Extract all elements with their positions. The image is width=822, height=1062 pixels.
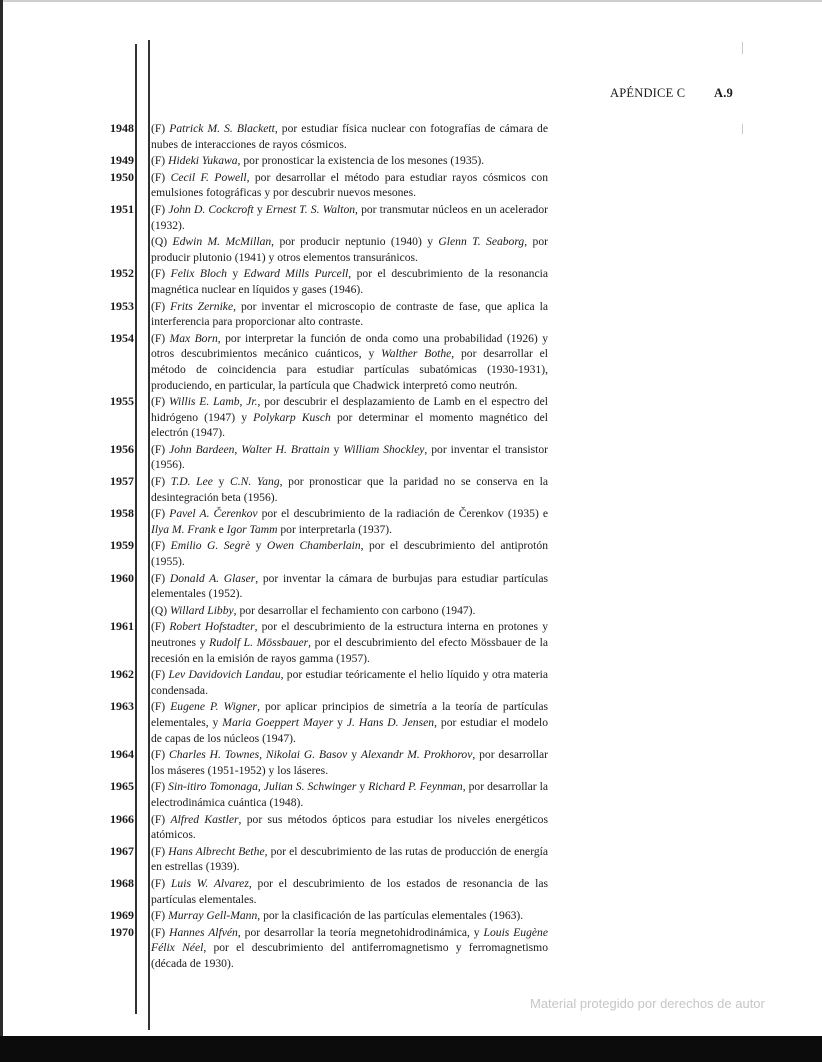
entry-description	[151, 876, 548, 907]
laureate-name: J. Hans D. Jensen	[346, 715, 435, 729]
entry-text-segment: , por pronosticar que la paridad no se conserva en la desintegración beta (1956).	[151, 475, 548, 504]
laureate-name: T.D. Lee	[170, 475, 213, 489]
entry-text-segment: , por el descubrimiento del antiprotón (1955).	[151, 539, 549, 569]
entry-text-segment: , por el descubrimiento de la estructura interna en protones y neutrones y	[151, 620, 548, 649]
entry-description	[151, 779, 548, 810]
list-item	[0, 925, 822, 972]
entry-text-segment: , por desarrollar la electrodinámica cuántica (1948).	[151, 780, 548, 809]
entry-text-segment: , por desarrollar el método para estudiar rayos cósmicos con emulsiones fotográficas y por descubrir nuevos mesones.	[151, 170, 548, 200]
list-item	[0, 779, 822, 810]
list-item	[0, 506, 822, 537]
entry-text-segment: por interpretarla (1937).	[277, 522, 393, 536]
entry-text-segment: (Q)	[151, 603, 170, 617]
entry-text-segment: (F)	[151, 844, 169, 858]
entry-description	[151, 844, 548, 875]
entry-year: 1951	[110, 201, 134, 216]
entry-text-segment: , por transmutar núcleos en un acelerador (1932).	[151, 202, 549, 232]
entry-text-segment: y	[226, 267, 244, 281]
laureate-name: Owen Chamberlain	[266, 539, 361, 553]
entry-text-segment: (F)	[151, 442, 170, 456]
list-item	[0, 747, 822, 778]
entry-text-segment: por el descubrimiento de la radiación de Čerenkov (1935) e	[257, 507, 549, 521]
entry-description	[151, 442, 548, 473]
entry-text-segment: (F)	[151, 267, 171, 281]
entry-year: 1950	[110, 169, 134, 184]
entry-description	[151, 153, 548, 169]
entry-year: 1955	[110, 394, 134, 409]
entry-year: 1965	[110, 779, 134, 794]
entry-text-segment: y	[212, 475, 230, 489]
entry-text-segment: (F)	[151, 571, 170, 585]
entry-text-segment: (F)	[151, 475, 171, 489]
entry-text-segment: , por producir neptunio (1940) y	[271, 235, 439, 249]
entry-text-segment: y	[347, 748, 361, 762]
list-item	[0, 170, 822, 201]
list-item	[0, 121, 822, 152]
entry-text-segment: (F)	[151, 812, 171, 826]
entry-year: 1959	[110, 538, 134, 553]
laureate-name: Richard P. Feynman	[368, 780, 463, 794]
entry-text-segment: , por el descubrimiento de las rutas de producción de energía en estrellas (1939).	[151, 844, 549, 874]
entry-description	[151, 506, 548, 537]
laureate-name: Edwin M. McMillan	[172, 235, 272, 249]
laureate-name: Glenn T. Seaborg	[438, 235, 525, 249]
entry-text-segment: , por pronosticar la existencia de los mesones (1935).	[237, 154, 485, 168]
entry-text-segment: (F)	[151, 507, 170, 521]
entry-text-segment: (F)	[151, 299, 171, 313]
entry-text-segment: por determinar el momento magnético del electrón (1947).	[151, 410, 548, 440]
list-item	[0, 442, 822, 473]
entry-text-segment: , por inventar la cámara de burbujas para estudiar partículas elementales (1952).	[151, 571, 548, 601]
entry-year: 1948	[110, 121, 134, 135]
laureate-name: Cecil F. Powell	[170, 170, 247, 184]
entry-description	[151, 331, 548, 393]
laureate-name: Max Born	[169, 331, 218, 345]
laureate-name: William Shockley	[343, 442, 425, 456]
entry-description	[151, 234, 548, 265]
list-item	[0, 202, 822, 233]
entry-description	[151, 603, 548, 619]
laureate-name: C.N. Yang	[229, 475, 280, 489]
entry-text-segment: (F)	[151, 909, 169, 923]
list-item	[0, 876, 822, 907]
list-item	[0, 331, 822, 393]
entry-text-segment: (Q)	[151, 235, 173, 249]
running-header-title: APÉNDICE C	[610, 86, 686, 100]
entry-text-segment: , por desarrollar el fechamiento con carbono (1947).	[233, 603, 476, 617]
entry-text-segment: (F)	[151, 154, 169, 168]
list-item	[0, 153, 822, 169]
entry-text-segment: , por sus métodos ópticos para estudiar los niveles energéticos atómicos.	[151, 812, 548, 842]
entry-description	[151, 474, 548, 505]
entry-text-segment: , por la clasificación de las partículas elementales (1963).	[257, 909, 524, 923]
entry-text-segment: (F)	[151, 170, 171, 184]
entry-year: 1953	[110, 298, 134, 313]
entry-text-segment: (F)	[151, 202, 169, 216]
entry-description	[151, 266, 548, 297]
entry-description	[151, 121, 548, 152]
entry-text-segment: (F)	[151, 925, 170, 939]
laureate-name: Eugene P. Wigner	[170, 700, 258, 714]
list-item	[0, 299, 822, 330]
entry-description	[151, 812, 548, 843]
entry-text-segment: , por desarrollar la teoría megnetohidrodinámica, y	[237, 925, 484, 939]
list-item	[0, 571, 822, 602]
entry-text-segment: y	[253, 202, 266, 216]
entry-text-segment: , por el descubrimiento del efecto Mössbauer de la recesión en la emisión de rayos gamma (1957).	[151, 636, 548, 665]
laureate-name: Sin-itiro Tomonaga, Julian S. Schwinger	[168, 780, 357, 794]
entry-year: 1949	[110, 153, 134, 168]
entry-year: 1956	[110, 441, 134, 456]
top-border	[0, 0, 822, 2]
laureate-name: Walther Bothe	[381, 347, 452, 361]
entry-year: 1957	[110, 474, 134, 489]
entry-text-segment: , por estudiar el modelo de capas de los núcleos (1947).	[151, 715, 549, 745]
laureate-name: Frits Zernike	[170, 299, 234, 313]
entry-year: 1961	[110, 619, 134, 634]
laureate-name: Charles H. Townes, Nikolai G. Basov	[169, 748, 348, 762]
entry-year: 1970	[110, 924, 134, 939]
entry-text-segment: , por desarrollar el método de coincidencia para estudiar partículas subatómicas (1930-1931), produciendo, en particular, la partícula que Chadwick interpretó como neutrón.	[151, 347, 549, 392]
entry-description	[151, 538, 548, 569]
page-number: A.9	[714, 86, 734, 100]
list-item	[0, 474, 822, 505]
entry-text-segment: (F)	[151, 331, 170, 345]
entry-year: 1969	[110, 908, 134, 923]
entry-text-segment: (F)	[151, 876, 171, 890]
entry-description	[151, 170, 548, 201]
entry-year: 1964	[110, 747, 134, 762]
entry-description	[151, 908, 548, 924]
entry-text-segment: (F)	[151, 539, 171, 553]
list-item	[0, 844, 822, 875]
laureate-name: Alfred Kastler	[170, 812, 239, 826]
nobel-laureates-list	[0, 121, 822, 972]
list-item	[0, 394, 822, 441]
entry-year: 1960	[110, 570, 134, 585]
laureate-name: Hans Albrecht Bethe	[168, 844, 265, 858]
entry-text-segment: (F)	[151, 748, 170, 762]
list-item	[0, 619, 822, 666]
entry-text-segment: e	[215, 522, 227, 536]
list-item	[0, 266, 822, 297]
entry-text-segment: y	[333, 715, 347, 729]
laureate-name: Pavel A. Čerenkov	[169, 507, 258, 521]
entry-text-segment: (F)	[151, 700, 171, 714]
entry-text-segment: , por interpretar la función de onda como una probabilidad (1926) y otros descubrimientos mecánico cuánticos, y	[151, 331, 549, 361]
entry-text-segment: (F)	[151, 668, 169, 682]
laureate-name: Emilio G. Segrè	[170, 539, 251, 553]
entry-description	[151, 202, 548, 233]
entry-text-segment: (F)	[151, 395, 170, 409]
entry-description	[151, 571, 548, 602]
laureate-name: Polykarp Kusch	[253, 410, 331, 424]
laureate-name: Louis Eugène Félix Néel	[151, 925, 548, 955]
laureate-name: John D. Cockcroft	[168, 202, 254, 216]
laureate-name: Maria Goeppert Mayer	[222, 715, 334, 729]
laureate-name: Donald A. Glaser	[169, 571, 256, 585]
faint-mark	[742, 42, 743, 54]
entry-text-segment: , por el descubrimiento de la resonancia magnética nuclear en líquidos y gases (1946).	[151, 267, 548, 296]
entry-text-segment: , por desarrollar los máseres (1951-1952) y los láseres.	[151, 748, 548, 777]
entry-text-segment: y	[356, 780, 369, 794]
copyright-watermark: Material protegido por derechos de autor	[530, 996, 765, 1011]
laureate-name: Rudolf L. Mössbauer	[209, 636, 309, 649]
entry-text-segment: , por el descubrimiento del antiferromagnetismo y ferromagnetismo (década de 1930).	[151, 941, 548, 970]
entry-text-segment: , por descubrir el desplazamiento de Lamb en el espectro del hidrógeno (1947) y	[151, 395, 548, 424]
list-item	[0, 667, 822, 698]
laureate-name: Lev Davidovich Landau	[168, 668, 281, 682]
entry-year: 1962	[110, 667, 134, 682]
entry-description	[151, 619, 548, 666]
entry-text-segment: , por inventar el transistor (1956).	[151, 442, 548, 472]
laureate-name: Willis E. Lamb, Jr.	[169, 395, 258, 409]
laureate-name: Robert Hofstadter	[169, 620, 255, 634]
entry-year: 1966	[110, 811, 134, 826]
scan-bottom-edge	[0, 1036, 822, 1062]
laureate-name: Hideki Yukawa	[168, 154, 238, 168]
list-item	[0, 538, 822, 569]
entry-description	[151, 747, 548, 778]
laureate-name: Felix Bloch	[170, 267, 227, 281]
entry-text-segment: (F)	[151, 620, 170, 634]
entry-text-segment: (F)	[151, 780, 169, 794]
laureate-name: Patrick M. S. Blackett	[169, 122, 275, 135]
entry-text-segment: y	[329, 442, 344, 456]
laureate-name: Alexandr M. Prokhorov	[360, 748, 473, 762]
laureate-name: Igor Tamm	[226, 522, 278, 536]
entry-description	[151, 925, 548, 972]
entry-year: 1968	[110, 875, 134, 890]
laureate-name: Ernest T. S. Walton	[265, 202, 356, 216]
entry-year: 1954	[110, 330, 134, 345]
entry-description	[151, 699, 548, 746]
list-item	[0, 234, 822, 265]
entry-description	[151, 667, 548, 698]
list-item	[0, 699, 822, 746]
laureate-name: John Bardeen, Walter H. Brattain	[169, 442, 330, 456]
entry-text-segment: , por producir plutonio (1941) y otros elementos transuránicos.	[151, 235, 548, 264]
laureate-name: Ilya M. Frank	[151, 522, 216, 536]
entry-description	[151, 394, 548, 441]
laureate-name: Murray Gell-Mann	[168, 909, 258, 923]
entry-text-segment: , por inventar el microscopio de contraste de fase, que aplica la interferencia para proporcionar alto contraste.	[151, 299, 548, 329]
laureate-name: Hannes Alfvén	[169, 925, 238, 939]
list-item	[0, 603, 822, 619]
entry-year: 1952	[110, 266, 134, 281]
entry-year: 1958	[110, 506, 134, 521]
laureate-name: Willard Libby	[170, 603, 234, 617]
laureate-name: Edward Mills Purcell	[243, 267, 349, 281]
entry-text-segment: , por estudiar teóricamente el helio líquido y otra materia condensada.	[151, 668, 548, 697]
entry-text-segment: (F)	[151, 122, 170, 135]
entry-year: 1967	[110, 843, 134, 858]
entry-description	[151, 299, 548, 330]
entry-year: 1963	[110, 699, 134, 714]
list-item	[0, 812, 822, 843]
entry-text-segment: y	[250, 539, 267, 553]
laureate-name: Luis W. Alvarez	[170, 876, 249, 890]
list-item	[0, 908, 822, 924]
entry-text-segment: , por el descubrimiento de los estados de resonancia de las partículas elementales.	[151, 876, 548, 906]
entry-text-segment: , por estudiar física nuclear con fotografías de cámara de nubes de interacciones de rayos cósmicos.	[151, 122, 548, 151]
entry-text-segment: , por aplicar principios de simetría a la teoría de partículas elementales, y	[151, 700, 548, 729]
